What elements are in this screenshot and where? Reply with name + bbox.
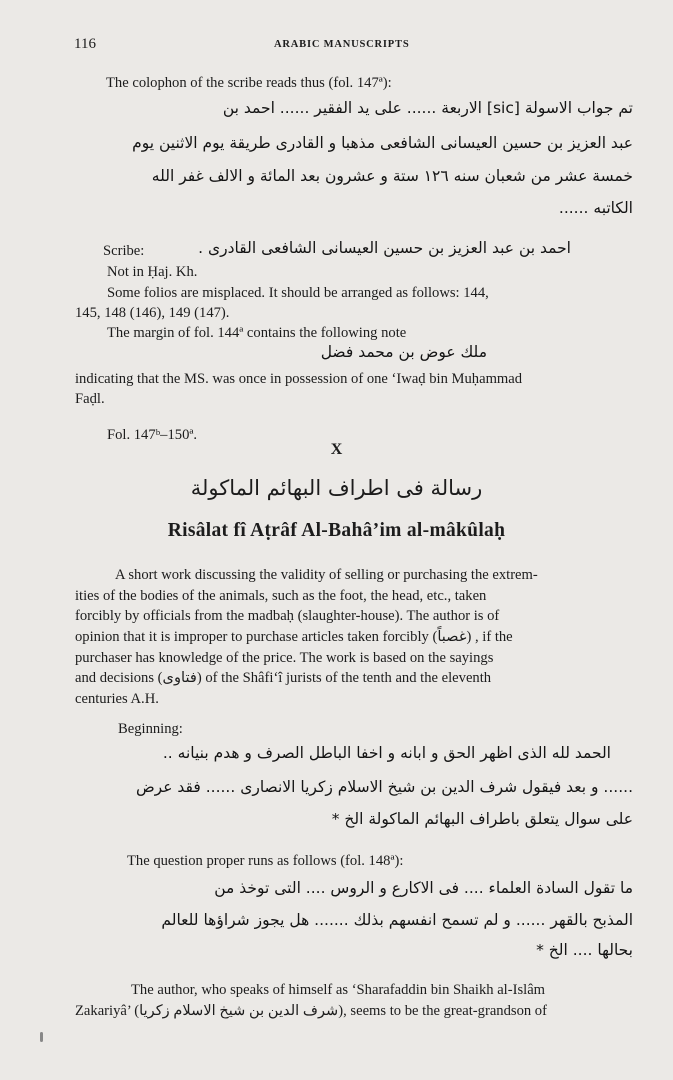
not-in-haj-kh: Not in Ḥaj. Kh.: [107, 264, 198, 280]
scribe-label: Scribe:: [103, 243, 145, 259]
page-number: 116: [74, 36, 96, 52]
colophon-arabic-line-2: عبد العزيز بن حسين العيسانى الشافعى مذهبا و القادرى طريقة يوم الاثنين يوم: [132, 134, 633, 152]
misplaced-line-2: 145, 148 (146), 149 (147).: [75, 305, 230, 321]
description-line-6: and decisions (فتاوى) of the Shâfi‘î jurists of the tenth and the eleventh: [75, 670, 492, 686]
description-line-5: purchaser has knowledge of the price. The work is based on the sayings: [75, 650, 494, 666]
beginning-arabic-line-3: على سوال يتعلق باطراف البهائم الماكولة الخ *: [331, 810, 633, 828]
colophon-intro: The colophon of the scribe reads thus (fol. 147ª):: [106, 75, 392, 91]
colophon-arabic-line-1: تم جواب الاسولة [sic] الاربعة ...... على يد الفقير ...... احمد بن: [222, 99, 633, 117]
running-title: ARABIC MANUSCRIPTS: [274, 39, 410, 50]
colophon-arabic-line-3: خمسة عشر من شعبان سنه ١٢٦ ستة و عشرون بعد المائة و الالف غفر الله: [151, 167, 633, 185]
description-line-4: opinion that it is improper to purchase articles taken forcibly (غصباً) , if the: [75, 629, 513, 645]
description-line-1: A short work discussing the validity of selling or purchasing the extrem-: [115, 567, 538, 583]
description-line-7: centuries A.H.: [75, 691, 159, 707]
folio-range: Fol. 147ᵇ–150ª.: [107, 427, 198, 443]
arabic-title: رسالة فى اطراف البهائم الماكولة: [190, 476, 483, 500]
entry-numeral: X: [330, 441, 343, 458]
scan-speck: [40, 1032, 43, 1042]
possession-line-2: Faḍl.: [75, 391, 105, 407]
author-line-1: The author, who speaks of himself as ‘Sharafaddin bin Shaikh al-Islâm: [131, 982, 546, 998]
scribe-arabic: احمد بن عبد العزيز بن حسين العيسانى الشافعى القادرى .: [198, 239, 571, 257]
margin-note-intro: The margin of fol. 144ª contains the following note: [107, 325, 407, 341]
beginning-arabic-line-1: الحمد لله الذى اظهر الحق و ابانه و اخفا الباطل الصرف و هدم بنيانه ..: [162, 744, 611, 762]
beginning-arabic-line-2: ...... و بعد فيقول شرف الدين بن شيخ الاسلام زكريا الانصارى ...... فقد عرض: [135, 778, 633, 796]
possession-line-1: indicating that the MS. was once in possession of one ‘Iwaḍ bin Muḥammad: [75, 371, 523, 387]
question-arabic-line-3: بحالها .... الخ *: [536, 941, 633, 959]
description-line-3: forcibly by officials from the madbaḥ (slaughter-house). The author is of: [75, 608, 500, 624]
description-line-2: ities of the bodies of the animals, such as the foot, the head, etc., taken: [75, 588, 487, 604]
author-line-2: Zakariyâ’ (شرف الدين بن شيخ الاسلام زكريا), seems to be the great-grandson of: [75, 1003, 547, 1019]
misplaced-line-1: Some folios are misplaced. It should be arranged as follows: 144,: [107, 285, 489, 301]
question-intro: The question proper runs as follows (fol. 148ª):: [127, 853, 404, 869]
margin-note-arabic: ملك عوض بن محمد فضل: [320, 343, 487, 361]
beginning-label: Beginning:: [118, 721, 183, 737]
colophon-arabic-line-4: الكاتبه ......: [558, 199, 633, 217]
question-arabic-line-1: ما تقول السادة العلماء .... فى الاكارع و الروس .... التى توخذ من: [214, 879, 633, 897]
question-arabic-line-2: المذبح بالقهر ...... و لم تسمح انفسهم بذلك ....... هل يجوز شراؤها للعالم: [161, 911, 633, 929]
entry-title: Risâlat fî Aṭrâf Al-Bahâ’im al-mâkûlaḥ: [167, 520, 506, 541]
